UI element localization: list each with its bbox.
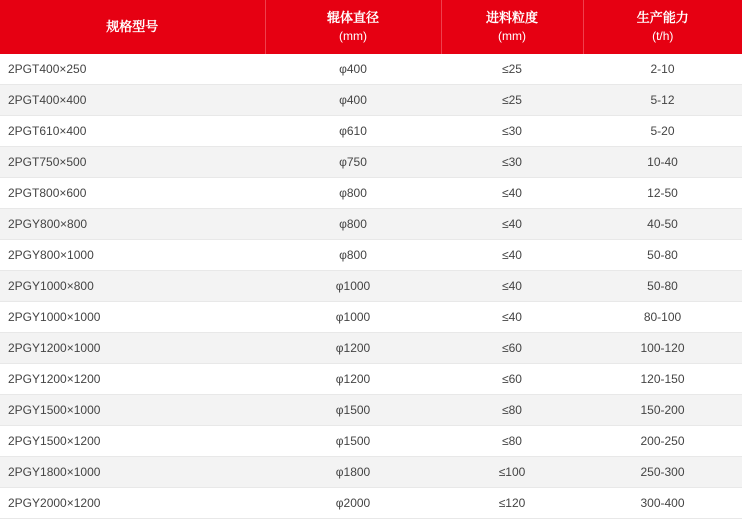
cell-roller-diameter: φ400 [265,85,441,116]
cell-roller-diameter: φ1500 [265,426,441,457]
cell-model: 2PGY1200×1200 [0,364,265,395]
cell-roller-diameter: φ1200 [265,364,441,395]
table-header-row [0,0,742,54]
table-row [0,54,742,85]
cell-capacity: 100-120 [583,333,742,364]
cell-feed-size: ≤40 [441,240,583,271]
cell-model: 2PGY1800×1000 [0,457,265,488]
column-header-feed-size-unit: (mm) [498,29,526,43]
cell-capacity: 200-250 [583,426,742,457]
column-header-capacity-title: 生产能力 [636,10,689,25]
cell-model: 2PGY1000×800 [0,271,265,302]
cell-model: 2PGT750×500 [0,147,265,178]
cell-model: 2PGY800×1000 [0,240,265,271]
cell-feed-size: ≤60 [441,333,583,364]
cell-feed-size: ≤100 [441,457,583,488]
column-header-roller-diameter-unit: (mm) [339,29,367,43]
table-row [0,364,742,395]
cell-roller-diameter: φ2000 [265,488,441,519]
table-body [0,54,742,519]
cell-model: 2PGT800×600 [0,178,265,209]
table-row [0,240,742,271]
table-row [0,302,742,333]
column-header-roller-diameter-title: 辊体直径 [326,10,379,25]
cell-model: 2PGT610×400 [0,116,265,147]
cell-roller-diameter: φ1500 [265,395,441,426]
cell-capacity: 80-100 [583,302,742,333]
table-row [0,178,742,209]
cell-model: 2PGY1500×1200 [0,426,265,457]
cell-feed-size: ≤40 [441,209,583,240]
table-row [0,395,742,426]
table-row [0,85,742,116]
cell-feed-size: ≤80 [441,426,583,457]
table-row [0,426,742,457]
cell-roller-diameter: φ1000 [265,302,441,333]
cell-capacity: 40-50 [583,209,742,240]
cell-model: 2PGY800×800 [0,209,265,240]
table-row [0,271,742,302]
column-header-capacity-unit: (t/h) [652,29,674,43]
cell-capacity: 50-80 [583,240,742,271]
cell-feed-size: ≤40 [441,271,583,302]
cell-capacity: 2-10 [583,54,742,85]
cell-feed-size: ≤60 [441,364,583,395]
table-row [0,333,742,364]
column-header-feed-size-title: 进料粒度 [485,10,538,25]
cell-roller-diameter: φ1200 [265,333,441,364]
cell-feed-size: ≤120 [441,488,583,519]
cell-feed-size: ≤40 [441,302,583,333]
cell-capacity: 5-12 [583,85,742,116]
cell-roller-diameter: φ800 [265,178,441,209]
cell-feed-size: ≤25 [441,85,583,116]
table-row [0,147,742,178]
cell-feed-size: ≤30 [441,116,583,147]
cell-capacity: 120-150 [583,364,742,395]
cell-roller-diameter: φ1000 [265,271,441,302]
table-header [0,0,742,54]
column-header-model [0,0,265,54]
table-row [0,209,742,240]
column-header-model-title: 规格型号 [106,19,159,34]
column-header-feed-size [441,0,583,54]
cell-capacity: 300-400 [583,488,742,519]
cell-model: 2PGY1500×1000 [0,395,265,426]
cell-model: 2PGY1000×1000 [0,302,265,333]
cell-feed-size: ≤80 [441,395,583,426]
cell-model: 2PGY2000×1200 [0,488,265,519]
cell-capacity: 12-50 [583,178,742,209]
cell-feed-size: ≤30 [441,147,583,178]
cell-capacity: 10-40 [583,147,742,178]
cell-capacity: 50-80 [583,271,742,302]
table-row [0,457,742,488]
cell-roller-diameter: φ800 [265,209,441,240]
cell-model: 2PGY1200×1000 [0,333,265,364]
cell-roller-diameter: φ750 [265,147,441,178]
cell-capacity: 250-300 [583,457,742,488]
cell-roller-diameter: φ400 [265,54,441,85]
column-header-roller-diameter [265,0,441,54]
cell-feed-size: ≤40 [441,178,583,209]
cell-feed-size: ≤25 [441,54,583,85]
cell-capacity: 5-20 [583,116,742,147]
cell-roller-diameter: φ610 [265,116,441,147]
column-header-capacity [583,0,742,54]
cell-roller-diameter: φ800 [265,240,441,271]
cell-model: 2PGT400×250 [0,54,265,85]
cell-capacity: 150-200 [583,395,742,426]
cell-roller-diameter: φ1800 [265,457,441,488]
cell-model: 2PGT400×400 [0,85,265,116]
table-row [0,488,742,519]
table-row [0,116,742,147]
